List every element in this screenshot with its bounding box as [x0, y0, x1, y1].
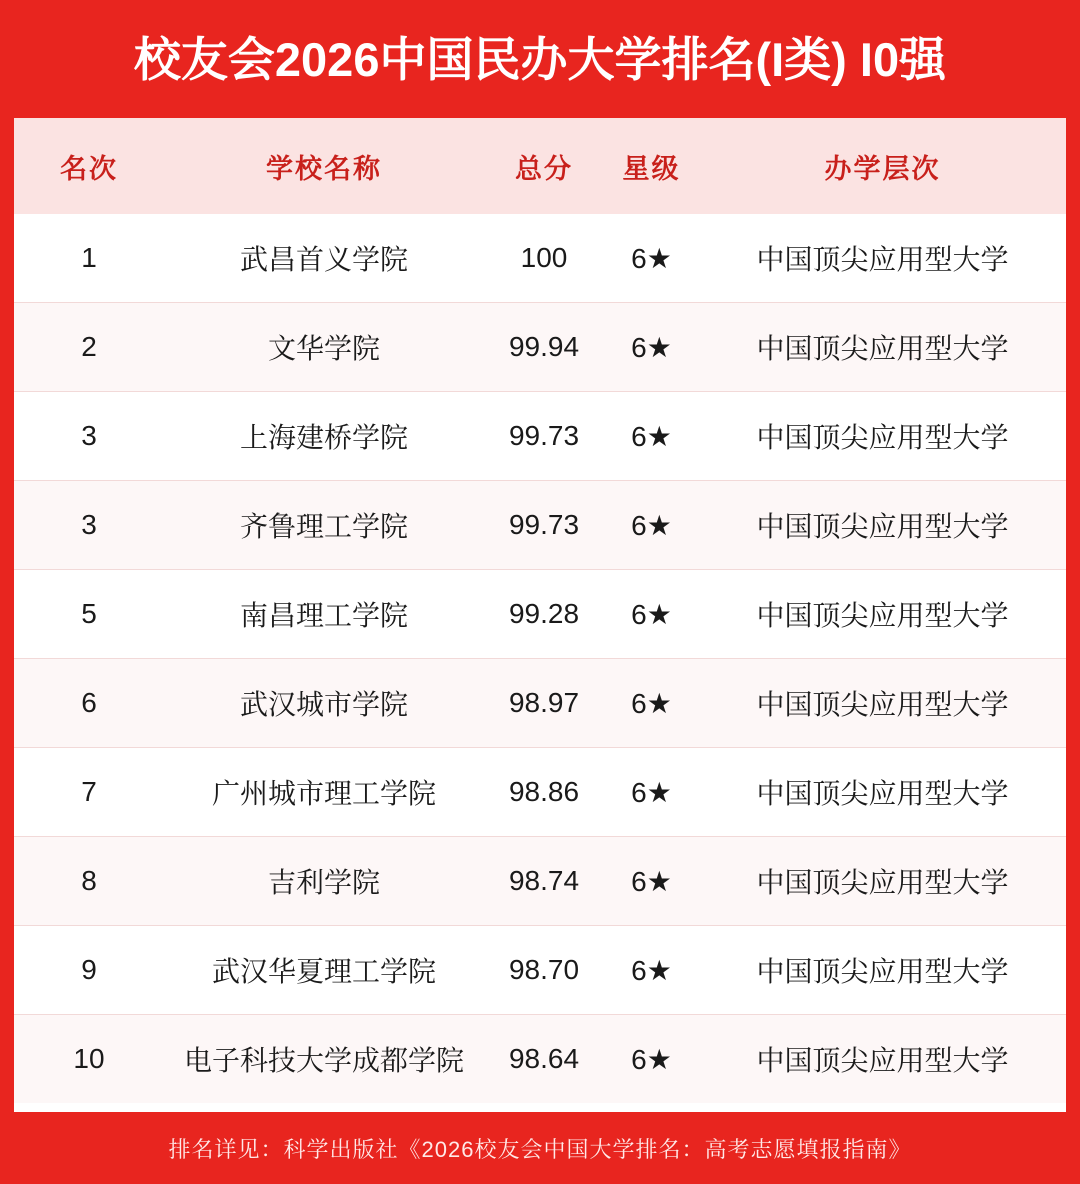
cell-star: 6★: [604, 392, 699, 481]
cell-score: 98.74: [484, 837, 604, 926]
table-header-row: [14, 118, 1066, 214]
cell-score: 99.73: [484, 481, 604, 570]
cell-rank: 3: [14, 481, 164, 570]
footer-note: 排名详见：科学出版社《2026校友会中国大学排名：高考志愿填报指南》: [168, 1136, 912, 1162]
table-row: [14, 659, 1066, 748]
ranking-table-container: [14, 118, 1066, 1112]
cell-school-name: 电子科技大学成都学院: [164, 1015, 484, 1104]
table-row: [14, 392, 1066, 481]
cell-rank: 7: [14, 748, 164, 837]
cell-star: 6★: [604, 481, 699, 570]
cell-level: 中国顶尖应用型大学: [699, 570, 1066, 659]
cell-level: 中国顶尖应用型大学: [699, 659, 1066, 748]
table-row: [14, 1015, 1066, 1104]
table-row: [14, 214, 1066, 303]
table-row: [14, 748, 1066, 837]
cell-school-name: 文华学院: [164, 303, 484, 392]
cell-level: 中国顶尖应用型大学: [699, 392, 1066, 481]
table-body: [14, 214, 1066, 1103]
cell-star: 6★: [604, 659, 699, 748]
cell-rank: 3: [14, 392, 164, 481]
cell-star: 6★: [604, 214, 699, 303]
cell-level: 中国顶尖应用型大学: [699, 1015, 1066, 1104]
cell-school-name: 吉利学院: [164, 837, 484, 926]
cell-rank: 8: [14, 837, 164, 926]
cell-school-name: 齐鲁理工学院: [164, 481, 484, 570]
table-row: [14, 926, 1066, 1015]
cell-school-name: 广州城市理工学院: [164, 748, 484, 837]
table-row: [14, 837, 1066, 926]
cell-score: 99.94: [484, 303, 604, 392]
cell-score: 99.73: [484, 392, 604, 481]
cell-score: 98.64: [484, 1015, 604, 1104]
table-row: [14, 303, 1066, 392]
cell-school-name: 南昌理工学院: [164, 570, 484, 659]
cell-level: 中国顶尖应用型大学: [699, 303, 1066, 392]
ranking-table: [14, 118, 1066, 1103]
cell-rank: 1: [14, 214, 164, 303]
poster-title-bar: [0, 0, 1080, 118]
column-header-star: 星级: [604, 118, 699, 214]
cell-rank: 6: [14, 659, 164, 748]
cell-star: 6★: [604, 748, 699, 837]
column-header-rank: 名次: [14, 118, 164, 214]
cell-score: 99.28: [484, 570, 604, 659]
cell-level: 中国顶尖应用型大学: [699, 214, 1066, 303]
cell-level: 中国顶尖应用型大学: [699, 926, 1066, 1015]
cell-rank: 9: [14, 926, 164, 1015]
column-header-level: 办学层次: [699, 118, 1066, 214]
cell-school-name: 武汉华夏理工学院: [164, 926, 484, 1015]
cell-school-name: 上海建桥学院: [164, 392, 484, 481]
cell-star: 6★: [604, 570, 699, 659]
footer-bar: [0, 1112, 1080, 1184]
table-row: [14, 481, 1066, 570]
cell-star: 6★: [604, 837, 699, 926]
cell-level: 中国顶尖应用型大学: [699, 481, 1066, 570]
page-title: 校友会2026中国民办大学排名(I类) I0强: [133, 32, 947, 86]
column-header-score: 总分: [484, 118, 604, 214]
table-row: [14, 570, 1066, 659]
cell-level: 中国顶尖应用型大学: [699, 748, 1066, 837]
cell-score: 100: [484, 214, 604, 303]
cell-star: 6★: [604, 1015, 699, 1104]
cell-rank: 2: [14, 303, 164, 392]
column-header-school-name: 学校名称: [164, 118, 484, 214]
cell-score: 98.86: [484, 748, 604, 837]
cell-rank: 5: [14, 570, 164, 659]
cell-school-name: 武昌首义学院: [164, 214, 484, 303]
cell-level: 中国顶尖应用型大学: [699, 837, 1066, 926]
cell-rank: 10: [14, 1015, 164, 1104]
cell-score: 98.70: [484, 926, 604, 1015]
cell-star: 6★: [604, 303, 699, 392]
cell-star: 6★: [604, 926, 699, 1015]
cell-school-name: 武汉城市学院: [164, 659, 484, 748]
table-header: [14, 118, 1066, 214]
cell-score: 98.97: [484, 659, 604, 748]
